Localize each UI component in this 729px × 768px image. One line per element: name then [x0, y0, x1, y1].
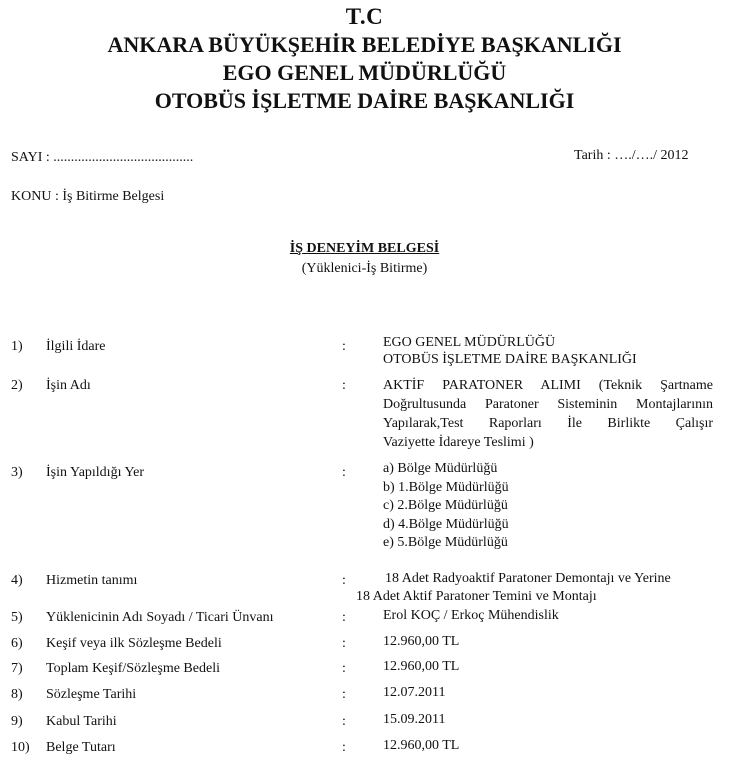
row-4-colon: :	[342, 573, 346, 588]
row-3-value-line-3: c) 2.Bölge Müdürlüğü	[383, 498, 508, 513]
row-8-label: Sözleşme Tarihi	[46, 687, 137, 702]
row-3-number: 3)	[11, 465, 23, 480]
row-6-label: Keşif veya ilk Sözleşme Bedeli	[46, 636, 222, 651]
tarih-line: Tarih : …./…./ 2012	[574, 148, 689, 163]
row-9-colon: :	[342, 714, 346, 729]
row-6-colon: :	[342, 636, 346, 651]
row-10-number: 10)	[11, 740, 30, 755]
row-10-label: Belge Tutarı	[46, 740, 116, 755]
row-7-label: Toplam Keşif/Sözleşme Bedeli	[46, 661, 220, 676]
row-6-number: 6)	[11, 636, 23, 651]
row-2-value-line-3: Yapılarak,Test Raporları İle Birlikte Çalışır	[383, 416, 713, 431]
row-3-value-line-1: a) Bölge Müdürlüğü	[383, 461, 498, 476]
row-6-value: 12.960,00 TL	[383, 634, 460, 649]
row-8-value: 12.07.2011	[383, 685, 446, 700]
row-2-value-line-2: Doğrultusunda Paratoner Sisteminin Montajlarının	[383, 397, 713, 412]
row-2-label: İşin Adı	[46, 378, 91, 393]
row-7-colon: :	[342, 661, 346, 676]
row-1-colon: :	[342, 339, 346, 354]
row-2-value-line-1: AKTİF PARATONER ALIMI (Teknik Şartname	[383, 378, 713, 393]
row-4-value-line-1: 18 Adet Radyoaktif Paratoner Demontajı ve Yerine	[385, 571, 671, 586]
row-4-value-line-2: 18 Adet Aktif Paratoner Temini ve Montajı	[356, 589, 597, 604]
header-department: OTOBÜS İŞLETME DAİRE BAŞKANLIĞI	[154, 88, 575, 113]
row-2-colon: :	[342, 378, 346, 393]
row-4-label: Hizmetin tanımı	[46, 573, 138, 588]
row-5-label: Yüklenicinin Adı Soyadı / Ticari Ünvanı	[46, 610, 274, 625]
row-4-number: 4)	[11, 573, 23, 588]
row-10-value: 12.960,00 TL	[383, 738, 460, 753]
row-1-label: İlgili İdare	[46, 339, 106, 354]
document-title: İŞ DENEYİM BELGESİ	[289, 241, 440, 256]
konu-line: KONU : İş Bitirme Belgesi	[11, 189, 165, 204]
row-8-number: 8)	[11, 687, 23, 702]
header-tc: T.C	[345, 4, 384, 29]
row-3-value-line-2: b) 1.Bölge Müdürlüğü	[383, 480, 509, 495]
row-5-number: 5)	[11, 610, 23, 625]
header-municipality: ANKARA BÜYÜKŞEHİR BELEDİYE BAŞKANLIĞI	[107, 32, 622, 57]
row-1-value-line-1: EGO GENEL MÜDÜRLÜĞÜ	[383, 335, 556, 350]
row-3-value-line-4: d) 4.Bölge Müdürlüğü	[383, 517, 509, 532]
row-2-value-line-4: Vaziyette İdareye Teslimi )	[383, 435, 534, 450]
row-8-colon: :	[342, 687, 346, 702]
row-9-number: 9)	[11, 714, 23, 729]
row-10-colon: :	[342, 740, 346, 755]
row-5-colon: :	[342, 610, 346, 625]
row-3-value-line-5: e) 5.Bölge Müdürlüğü	[383, 535, 508, 550]
row-3-label: İşin Yapıldığı Yer	[46, 465, 145, 480]
row-3-colon: :	[342, 465, 346, 480]
header-ego: EGO GENEL MÜDÜRLÜĞÜ	[222, 60, 507, 85]
row-5-value: Erol KOÇ / Erkoç Mühendislik	[383, 608, 559, 623]
row-1-number: 1)	[11, 339, 23, 354]
sayi-line: SAYI : ........................................	[11, 150, 194, 165]
document-subtitle: (Yüklenici-İş Bitirme)	[301, 261, 428, 276]
row-7-value: 12.960,00 TL	[383, 659, 460, 674]
row-1-value-line-2: OTOBÜS İŞLETME DAİRE BAŞKANLIĞI	[383, 352, 637, 367]
row-7-number: 7)	[11, 661, 23, 676]
row-9-label: Kabul Tarihi	[46, 714, 117, 729]
row-2-number: 2)	[11, 378, 23, 393]
row-9-value: 15.09.2011	[383, 712, 446, 727]
